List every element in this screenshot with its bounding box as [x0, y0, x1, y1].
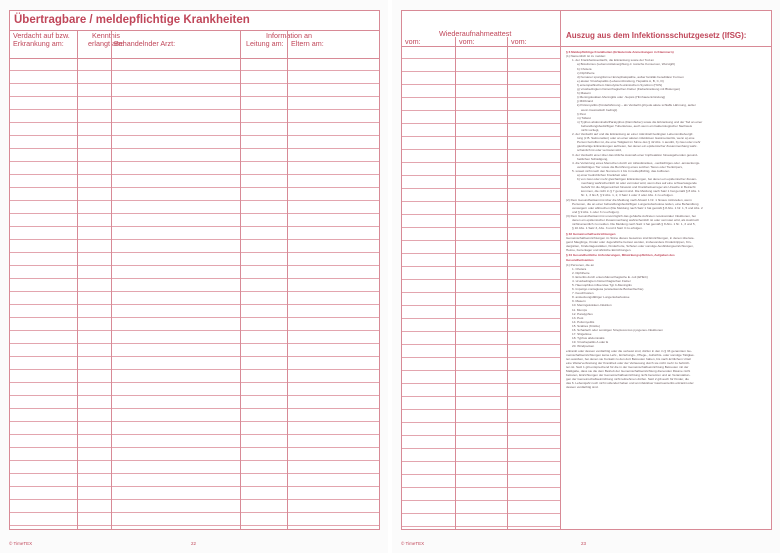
- law-text-line: k) Poliomyelitis (Kinderlähmung – als Verdacht gilt jede akute schlaffe Lähmung, außer: [577, 103, 696, 108]
- law-text-line: b) Cholera: [577, 66, 592, 71]
- law-text-line: l) Pest: [577, 111, 586, 116]
- law-section-heading: Gesundheitsamtes: [566, 258, 594, 263]
- law-text-line: 4. die Verletzung eines Menschen durch ein tollwutkrankes, -verdächtiges oder -ansteckungs-: [572, 160, 701, 165]
- law-text-line: 3. der Verdacht einer über das übliche Ausmaß einer Impfreaktion hinausgehenden gesund-: [572, 152, 698, 157]
- col-header-suspected-line1: Verdacht auf bzw.: [13, 31, 70, 40]
- law-text-line: (3) Dem Gesundheitsamt ist unverzüglich das gehäufte Auftreten nosokomialer Infektionen, bei: [566, 213, 696, 218]
- law-text-line: 5. soweit nicht nach den Nummern 1 bis 4 meldepflichtig, das Auftreten: [572, 168, 670, 173]
- law-text-line: Personen, die an einer behandlungsbedürftigen Lungentuberkulose leiden, eine Behandlung: [572, 201, 699, 206]
- law-text-line: 5. Haemophilus influenzae Typ b-Meningitis: [572, 283, 632, 287]
- law-section-heading: § 6 Meldepflichtige Krankheiten (Erläuternde Anmerkungen in Klammern): [566, 50, 674, 55]
- law-text-line: 17. Shigellose: [572, 332, 592, 337]
- law-text-line: betreten, Einrichtungen der Gemeinschaftseinrichtung nicht benutzen und an Veranstaltun-: [566, 373, 691, 378]
- law-text-line: 8. ansteckungsfähiger Lungentuberkulose: [572, 295, 630, 300]
- law-text-line: erkrankt oder dessen verdächtig oder die verlaust sind, dürfen in den in § 33 genannten Ge-: [566, 348, 692, 353]
- law-text-line: n) Typhus abdominalis/Paratyphus (Darmfieber) sowie die Erkrankung und der Tod an einer: [577, 119, 703, 124]
- law-text-line: verweigern oder abbrechen (Die Meldung nach Satz 1 hat gemäß § 8 Abs. 1 Nr. 1, 5 und Abs. 2: [572, 205, 703, 210]
- law-text-line: ten ausüben, bei denen sie Kontakt zu den dort Betreuten haben, bis nach ärztlichem Urteil: [566, 356, 691, 361]
- law-text-line: 2. der Verdacht auf und die Erkrankung an einer mikrobiell bedingten Lebensmittelvergif-: [572, 132, 694, 137]
- table-rows: [10, 58, 379, 529]
- law-text-line: 20. Windpocken: [572, 344, 595, 349]
- right-page: [392, 0, 780, 553]
- law-text-line: wenn traumatisch bedingt): [581, 107, 618, 112]
- law-text-line: tung (z.B. Salmonellen) oder an einer akuten infektiösen Gastroenteritis, wenn a) eine: [577, 136, 695, 141]
- law-text-line: 1. Cholera: [572, 266, 587, 271]
- law-text-line: 18. Typhus abdominalis: [572, 336, 605, 341]
- law-text-line: j) Milzbrand: [577, 99, 593, 104]
- law-text-line: Heime, Ferienlager und ähnliche Einrichtungen.: [566, 247, 632, 252]
- law-text-line: scheinlich ist oder vermutet wird,: [577, 148, 622, 153]
- law-text-line: 3. Enteritis durch enterohämorrhagische E. coli (EHEC): [572, 274, 648, 279]
- law-text-line: ten ist. Satz 1 gilt entsprechend für die in der Gemeinschaftseinrichtung Betreuten mit der: [566, 364, 689, 369]
- law-text-line: (2) Dem Gesundheitsamt ist über die Meldung nach Absatz 1 Nr. 1 hinaus mitzuteilen, wenn: [566, 197, 692, 202]
- col-header-knowledge-line1: Kenntnis: [92, 31, 120, 40]
- law-text-line: 16. Scharlach oder sonstigen Streptococcus pyogenes-Infektionen: [572, 328, 663, 333]
- col-divider-4: [287, 30, 288, 529]
- law-text-line: 7. Keuchhusten: [572, 291, 594, 296]
- col-header-knowledge-line2: erlangt am:: [88, 39, 124, 48]
- col-header-doctor: [114, 40, 175, 48]
- law-text-line: b) von zwei oder mehr gleichartigen Erkrankungen, bei denen ein epidemischer Zusam-: [577, 177, 698, 182]
- law-text-line: e) akuter Virushepatitis (Leberentzündung, Hepatitis A, B, C, D): [577, 78, 664, 83]
- retest-rows: [402, 46, 560, 529]
- law-text-line: heitlichen Schädigung,: [577, 156, 609, 161]
- page-number: 22: [191, 541, 197, 546]
- ifsg-title: Auszug aus dem Infektionsschutzgesetz (IfSG):: [566, 31, 747, 40]
- law-text-line: 15. Scabies (Krätze): [572, 323, 601, 328]
- col-header-parents-line1: Eltern am:: [291, 39, 324, 48]
- law-text-line: 10. Meningokokken-Infektion: [572, 303, 612, 308]
- law-text-line: gend Säuglinge, Kinder oder Jugendliche betreut werden, insbesondere Kinderkrippen, Kin-: [566, 239, 692, 244]
- law-text-line: c) Diphtherie: [577, 70, 595, 75]
- retest-col-1: vom:: [405, 37, 421, 46]
- law-text-line: dergärten, Kindertagesstätten, Kinderhorte, Schulen oder sonstige Ausbildungseinrichtungen,: [566, 243, 694, 248]
- law-text-line: Gemeinschaftseinrichtungen im Sinne dieses Gesetzes sind Einrichtungen, in denen überwie-: [566, 235, 695, 240]
- law-text-line: h) Masern: [577, 91, 591, 96]
- law-section-heading: § 33 Gemeinschaftseinrichtungen: [566, 231, 616, 236]
- page-title: Übertragbare / meldepflichtige Krankheiten: [14, 14, 250, 26]
- law-text-line: § 10 Abs. 1 Satz 3, Abs. 3 und 4 Satz 3 zu erfolgen.: [572, 226, 643, 231]
- retest-col-2: vom:: [459, 37, 475, 46]
- law-text-line: 11. Mumps: [572, 307, 588, 312]
- footer-brand: © TimeTEX: [401, 541, 425, 546]
- col-divider-3: [240, 30, 241, 529]
- law-text-line: nichtnamentlich zu melden. Die Meldung nach Satz 1 hat gemäß § 8 Abs. 1 Nr. 1, 3 und 5,: [572, 222, 696, 227]
- law-text-line: f) enteropathischem hämolytisch-urämischem Syndrom (HUS): [577, 82, 663, 87]
- law-text-line: i) Meningokokken-Meningitis oder -Sepsis (Hirnhautentzündung): [577, 95, 666, 100]
- ifsg-law-text: [566, 49, 767, 389]
- law-text-line: dessen verdächtig sind.: [566, 385, 599, 390]
- col-header-doctor-line1: Behandelnder Arzt:: [114, 39, 176, 48]
- law-text-line: das 6. Lebensjahr noch nicht vollendet haben und an infektiöser Gastroenteritis erkrankt oder: [566, 381, 694, 386]
- law-text-line: (1) Personen, die an: [566, 262, 595, 267]
- law-text-line: nicht vorliegt,: [581, 127, 600, 132]
- law-text-line: kommen, die nicht in § 7 genannt sind. Die Meldung nach Satz 1 hat gemäß § 8 Abs. 1: [581, 189, 700, 194]
- law-text-line: Maßgabe, dass sie die dem Betrieb der Gemeinschaftseinrichtung dienenden Räume nicht: [566, 368, 691, 373]
- left-page: [0, 0, 388, 553]
- law-text-line: 2. Diphtherie: [572, 270, 590, 275]
- law-text-line: Nr. 1, 3 bis 8, § 9 Abs. 1, 2, 3 Satz 1 oder 3 oder Abs. 4 zu erfolgen.: [581, 193, 674, 198]
- law-text-line: gleichartige Erkrankungen auftreten, bei denen ein epidemischer Zusammenhang wahr-: [577, 144, 698, 149]
- retest-table: [402, 11, 561, 529]
- page-number: 23: [581, 541, 587, 546]
- law-text-line: 19. Virushepatitis A oder E: [572, 340, 609, 345]
- law-text-line: und § 9 Abs. 1 oder 3 zu erfolgen).: [572, 209, 620, 214]
- law-text-line: 13. Pest: [572, 315, 584, 320]
- retest-col-divider-2: [507, 37, 508, 529]
- retest-col-3: vom:: [511, 37, 527, 46]
- law-text-line: (1) Namentlich ist zu melden:: [566, 54, 607, 59]
- col-header-info-line1: Information an: [266, 31, 312, 40]
- law-text-line: 12. Paratyphus: [572, 311, 593, 316]
- law-section-heading: § 34 Gesundheitliche Anforderungen, Mitwirkungspflichten, Aufgaben des: [566, 253, 675, 258]
- law-text-line: 9. Masern: [572, 299, 586, 304]
- col-header-suspected: [13, 32, 70, 48]
- law-text-line: 6. Impetigo contagiosa (ansteckende Borkenflechte): [572, 287, 644, 292]
- law-text-line: gen der Gemeinschaftseinrichtung nicht teilnehmen dürfen. Satz 2 gilt auch für Kinder, die: [566, 377, 689, 382]
- law-text-line: 4. virusbedingtem hämorrhagischen Fieber: [572, 278, 631, 283]
- ifsg-divider: [561, 46, 771, 47]
- law-text-line: Person betroffen ist, die eine Tätigkeit im Sinne des § 42 Abs. 1 ausübt, b) zwei oder mehr: [577, 140, 701, 145]
- col-divider-1: [77, 30, 78, 529]
- law-text-line: verdächtiges Tier sowie die Berührung eines solchen Tieres oder Tierkörpers,: [577, 164, 683, 169]
- law-text-line: eine Weiterverbreitung der Krankheit oder der Verlausung durch sie nicht mehr zu befürch-: [566, 360, 691, 365]
- disease-log-table: [9, 10, 380, 530]
- law-text-line: d) humaner spongiformer Enzephalopathie, außer familiär-hereditärer Formen: [577, 74, 684, 79]
- footer-brand: © TimeTEX: [9, 541, 33, 546]
- retest-header: Wiederaufnahmeattest: [439, 29, 512, 38]
- law-text-line: denen ein epidemischer Zusammenhang wahrscheinlich ist oder vermutet wird, als Ausbruch: [572, 218, 700, 223]
- col-header-info-line2: Leitung am:: [246, 39, 284, 48]
- law-text-line: 1. der Krankheitsverdacht, die Erkrankung sowie der Tod an: [572, 58, 654, 63]
- col-header-parents: [291, 40, 324, 48]
- retest-col-divider-1: [455, 37, 456, 529]
- col-divider-2: [111, 30, 112, 529]
- law-text-line: menhang wahrscheinlich ist oder vermutet wird, wenn dies auf eine schwerwiegende: [581, 181, 697, 186]
- law-text-line: g) virusbedingtem hämorrhagischen Fieber (Fieberkrankung mit Blutungen): [577, 87, 681, 92]
- law-text-line: Gefahr für die Allgemeinheit hinweist und Krankheitserreger als Ursache in Betracht: [581, 185, 696, 190]
- law-text-line: behandlungsbedürftigen Tuberkulose, auch wenn ein bakteriologischer Nachweis: [581, 123, 693, 128]
- law-text-line: a) Botulismus (Lebensmittelvergiftung d. toxische Konserven, Wurstgift): [577, 62, 675, 67]
- law-text-line: meinschaftseinrichtungen keine Lehr-, Erziehungs-, Pflege-, Aufsichts- oder sonstige Tätigkei-: [566, 352, 695, 357]
- law-text-line: m) Tollwut: [577, 115, 591, 120]
- retest-and-law-frame: [401, 10, 772, 530]
- law-text-line: 14. Poliomyelitis: [572, 319, 595, 324]
- law-text-line: a) einer bedrohlichen Krankheit oder: [577, 173, 628, 177]
- col-header-suspected-line2: Erkrankung am:: [13, 39, 64, 48]
